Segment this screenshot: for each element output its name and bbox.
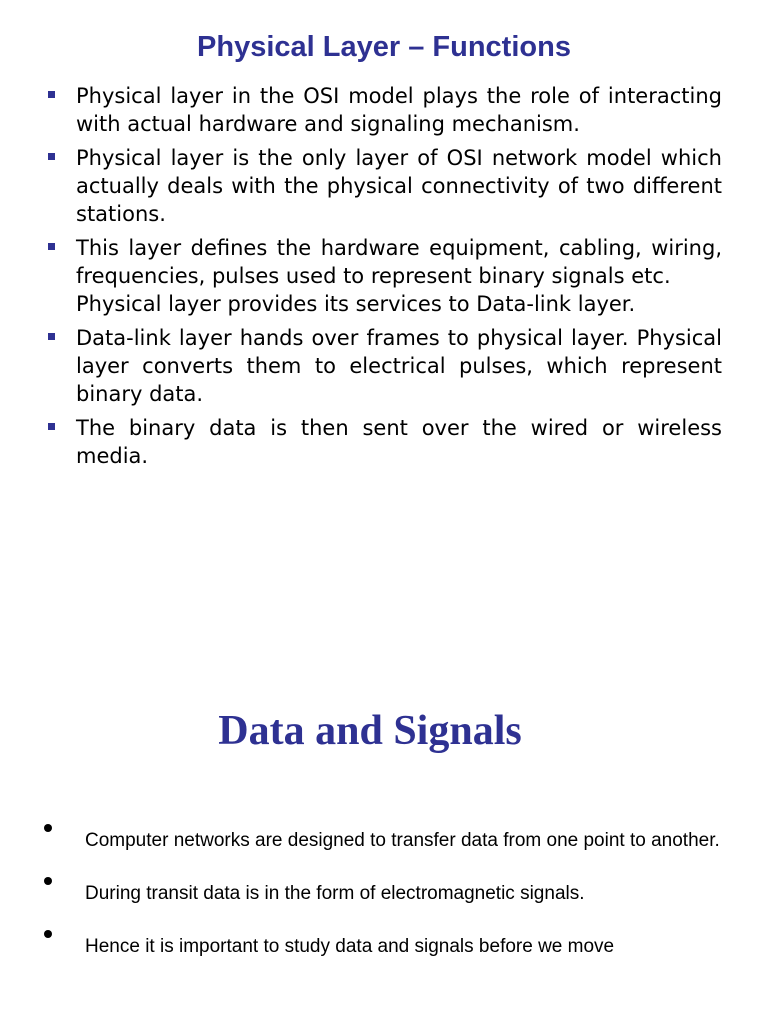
list-item [46,144,722,228]
square-bullet-icon [48,153,55,160]
list-item [46,82,722,138]
round-bullet-icon [44,824,52,832]
list-item [44,918,734,971]
list-item-text: Hence it is important to study data and signals before we move [85,936,615,957]
square-bullet-icon [48,333,55,340]
list-item-text: Computer networks are designed to transfer data from one point to another. [85,830,720,851]
list-item [46,234,722,318]
list-item [46,324,722,408]
slide1-title: Physical Layer – Functions [197,31,571,63]
list-item-text: The binary data is then sent over the wired or wireless media. [76,416,722,468]
slide1-bullet-list [46,82,722,476]
list-item-text: During transit data is in the form of electromagnetic signals. [85,883,585,904]
square-bullet-icon [48,423,55,430]
list-item-text: Data-link layer hands over frames to physical layer. Physical layer converts them to electrical pulses, which represent binary data. [76,326,722,406]
list-item-text: Physical layer is the only layer of OSI network model which actually deals with the physical connectivity of two different stations. [76,146,722,226]
list-item-text: This layer defines the hardware equipment, cabling, wiring, frequencies, pulses used to represent binary signals etc. Physical layer provides its services to Data-link layer. [76,236,722,316]
slide2-title: Data and Signals [218,708,522,754]
square-bullet-icon [48,243,55,250]
list-item-text: Physical layer in the OSI model plays the role of interacting with actual hardware and signaling mechanism. [76,84,722,136]
square-bullet-icon [48,91,55,98]
slide2-bullet-list [44,812,734,971]
list-item [46,414,722,470]
list-item [44,865,734,918]
round-bullet-icon [44,930,52,938]
round-bullet-icon [44,877,52,885]
list-item [44,812,734,865]
